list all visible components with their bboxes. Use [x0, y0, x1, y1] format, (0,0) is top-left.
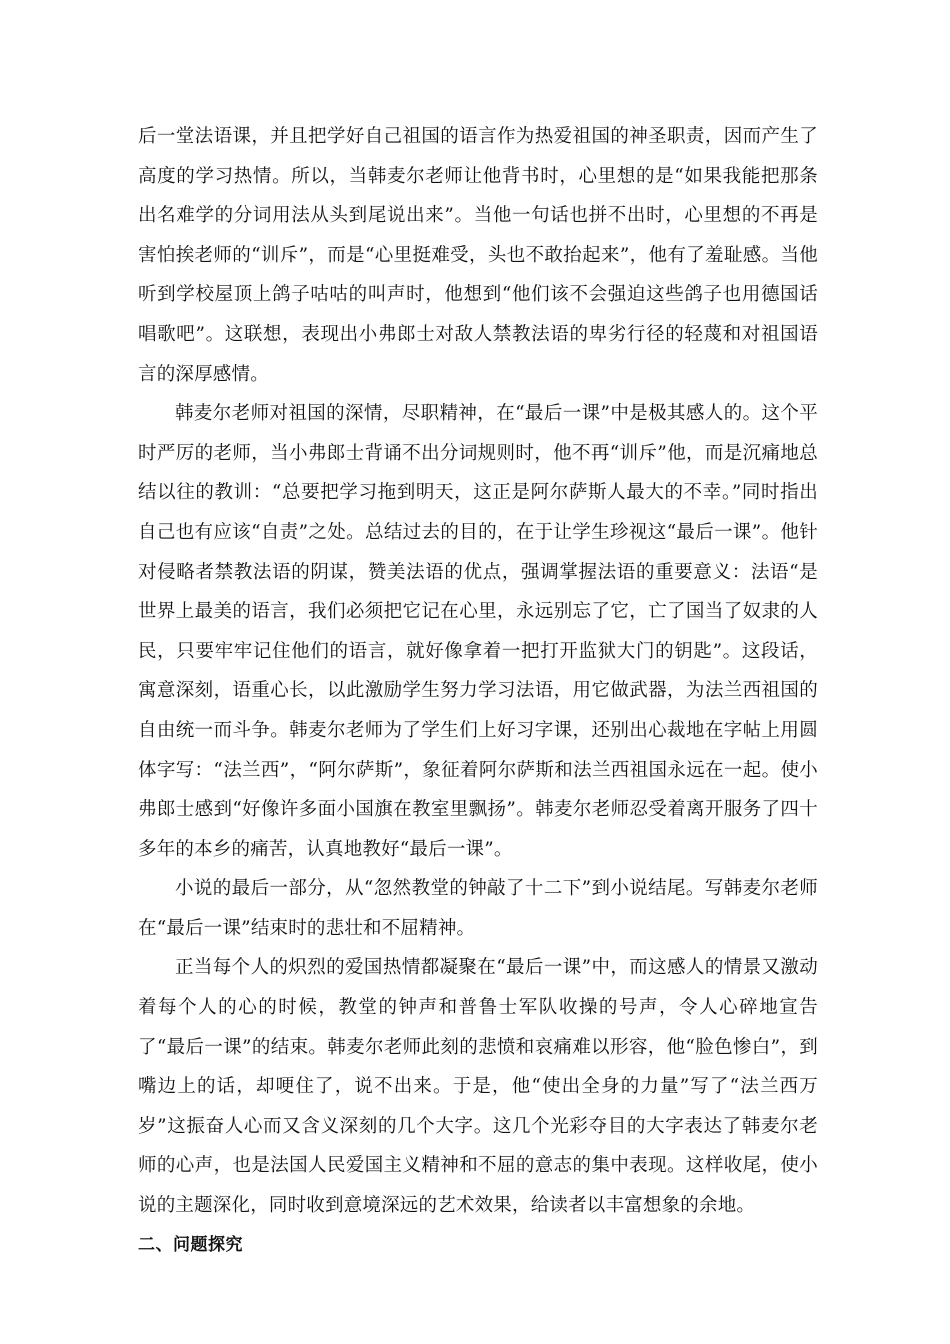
document-body [138, 117, 818, 1265]
paragraph-continuation: 后一堂法语课，并且把学好自己祖国的语言作为热爱祖国的神圣职责，因而产生了高度的学习热情。所以，当韩麦尔老师让他背书时，心里想的是“如果我能把那条出名难学的分词用法从头到尾说出来”。当他一句话也拼不出时，心里想的不再是害怕挨老师的“训斥”，而是“心里挺难受，头也不敢抬起来”，他有了羞耻感。当他听到学校屋顶上鸽子咕咕的叫声时，他想到“他们该不会强迫这些鸽子也用德国话唱歌吧”。这联想，表现出小弗郎士对敌人禁教法语的卑劣行径的轻蔑和对祖国语言的深厚感情。 [138, 126, 818, 385]
paragraph-final-part-intro: 小说的最后一部分，从“忽然教堂的钟敲了十二下”到小说结尾。写韩麦尔老师在“最后一课”结束时的悲壮和不屈精神。 [138, 878, 818, 939]
paragraph-teacher-hamel: 韩麦尔老师对祖国的深情，尽职精神，在“最后一课”中是极其感人的。这个平时严厉的老师，当小弗郎士背诵不出分词规则时，他不再“训斥”他，而是沉痛地总结以往的教训：“总要把学习拖到明天，这正是阿尔萨斯人最大的不幸。”同时指出自己也有应该“自责”之处。总结过去的目的，在于让学生珍视这“最后一课”。他针对侵略者禁教法语的阴谋，赞美法语的优点，强调掌握法语的重要意义：法语“是世界上最美的语言，我们必须把它记在心里，永远别忘了它，亡了国当了奴隶的人民，只要牢牢记住他们的语言，就好像拿着一把打开监狱大门的钥匙”。这段话，寓意深刻，语重心长，以此激励学生努力学习法语，用它做武器，为法兰西祖国的自由统一而斗争。韩麦尔老师为了学生们上好习字课，还别出心裁地在字帖上用圆体字写：“法兰西”，“阿尔萨斯”，象征着阿尔萨斯和法兰西祖国永远在一起。使小弗郎士感到“好像许多面小国旗在教室里飘扬”。韩麦尔老师忍受着离开服务了四十多年的本乡的痛苦，认真地教好“最后一课”。 [138, 403, 818, 860]
paragraph-ending-analysis: 正当每个人的炽烈的爱国热情都凝聚在“最后一课”中，而这感人的情景又激动着每个人的心的时候，教堂的钟声和普鲁士军队收操的号声，令人心碎地宣告了“最后一课”的结束。韩麦尔老师此刻的悲愤和哀痛难以形容，他“脸色惨白”，到嘴边上的话，却哽住了，说不出来。于是，他“使出全身的力量”写了“法兰西万岁”这振奋人心而又含义深刻的几个大字。这几个光彩夺目的大字表达了韩麦尔老师的心声，也是法国人民爱国主义精神和不屈的意志的集中表现。这样收尾，使小说的主题深化，同时收到意境深远的艺术效果，给读者以丰富想象的余地。 [138, 957, 818, 1217]
section-heading: 二、问题探究 [138, 1234, 243, 1255]
